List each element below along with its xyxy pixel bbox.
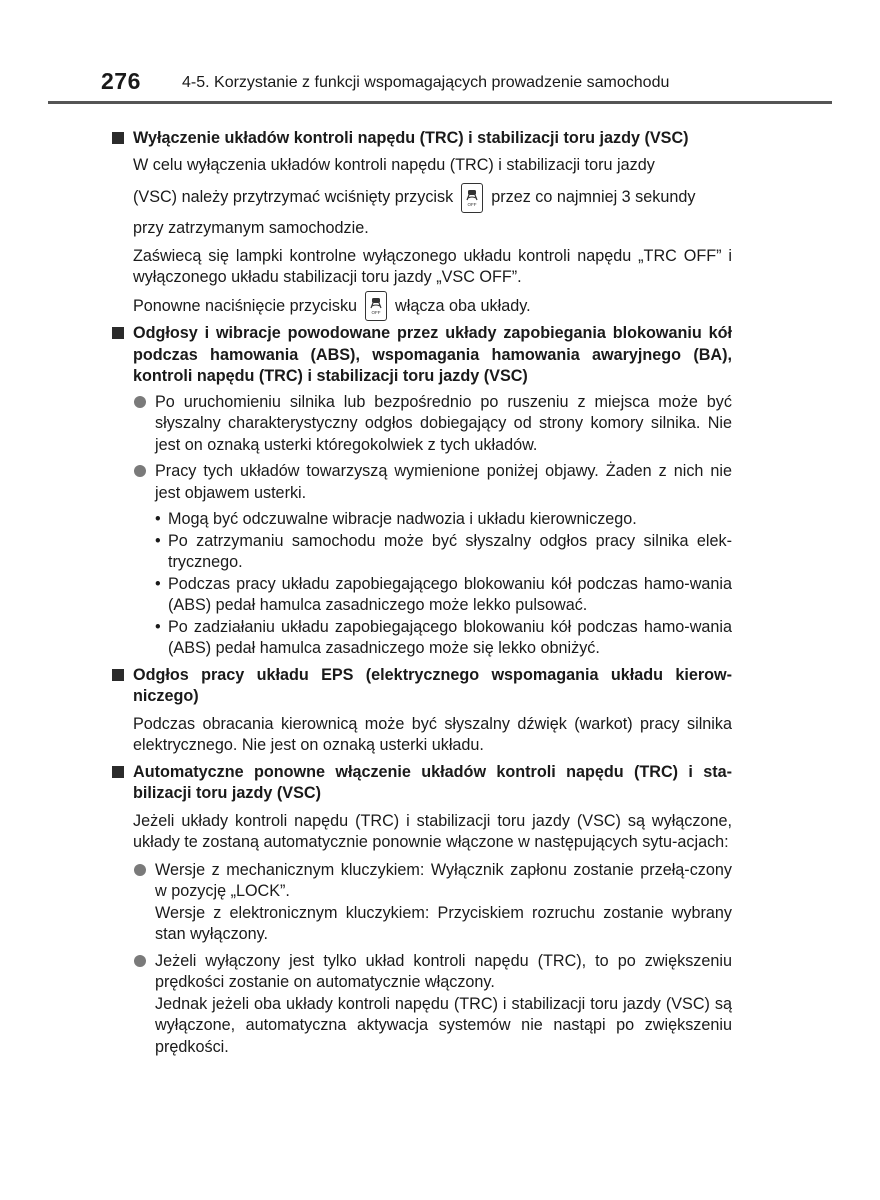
section-heading-trc-vsc-off: Wyłączenie układów kontroli napędu (TRC) i stabilizacji toru jazdy (VSC) (112, 128, 732, 150)
square-bullet-icon (112, 323, 133, 388)
sub-list-item: • Po zatrzymaniu samochodu może być słyszalny odgłos pracy silnika elek-trycznego. (155, 531, 732, 572)
paragraph: Ponowne naciśnięcie przycisku OFF włącza oba układy. (133, 291, 732, 322)
section-heading-auto-reactivation: Automatyczne ponowne włączenie układów kontroli napędu (TRC) i sta-bilizacji toru jazdy (VSC) (112, 762, 732, 805)
vsc-off-button-icon (461, 183, 483, 213)
square-bullet-icon (112, 128, 133, 150)
page-header (0, 0, 880, 110)
section-heading-abs-noise: Odgłosy i wibracje powodowane przez układy zapobiegania blokowaniu kół podczas hamowania (ABS), wspomagania hamowania awaryjnego (BA), kontroli napędu (TRC) i stabilizacji toru jazdy (VSC) (112, 323, 732, 388)
square-bullet-icon (112, 762, 133, 805)
page-content (112, 128, 732, 1058)
svg-text:OFF: OFF (371, 310, 381, 316)
section-heading-eps-noise: Odgłos pracy układu EPS (elektrycznego wspomagania układu kierow-niczego) (112, 665, 732, 708)
list-item: Pracy tych układów towarzyszą wymienione poniżej objawy. Żaden z nich nie jest objawem usterki. (133, 461, 732, 504)
sub-list-item: • Podczas pracy układu zapobiegającego blokowaniu kół podczas hamo-wania (ABS) pedał hamulca zasadniczego może lekko pulsować. (155, 574, 732, 615)
paragraph: Jeżeli układy kontroli napędu (TRC) i stabilizacji toru jazdy (VSC) są wyłączone, układy te zostaną automatycznie ponownie włączone w następujących sytu-acjach: (133, 811, 732, 852)
round-bullet-icon (133, 951, 155, 1059)
square-bullet-icon (112, 665, 133, 708)
paragraph: W celu wyłączenia układów kontroli napędu (TRC) i stabilizacji toru jazdy (VSC) należy przytrzymać wciśnięty przycisk OFF przez co najmniej 3 sekundy przy zatrzymanym samochodzie. (133, 155, 696, 237)
paragraph: Podczas obracania kierownicą może być słyszalny dźwięk (warkot) pracy silnika elektrycznego. Nie jest on oznaką usterki układu. (133, 714, 732, 755)
paragraph: Zaświecą się lampki kontrolne wyłączonego układu kontroli napędu „TRC OFF” i wyłączonego układu stabilizacji toru jazdy „VSC OFF”. (133, 246, 732, 286)
page-number: 276 (101, 68, 141, 94)
sub-list-item: • Mogą być odczuwalne wibracje nadwozia i układu kierowniczego. (155, 510, 637, 529)
round-bullet-icon (133, 461, 155, 504)
header-rule (48, 101, 832, 104)
svg-text:OFF: OFF (467, 201, 477, 207)
vsc-off-button-icon (365, 291, 387, 321)
list-item: Jeżeli wyłączony jest tylko układ kontroli napędu (TRC), to po zwiększeniu prędkości zostanie on automatycznie włączony. Jednak jeżeli oba układy kontroli napędu (TRC) i stabilizacji toru jazdy (VSC) są wyłączone, automatyczna aktywacja systemów nie nastąpi po zwiększeniu prędkości. (133, 951, 732, 1059)
chapter-title: 4-5. Korzystanie z funkcji wspomagających prowadzenie samochodu (182, 74, 670, 91)
list-item: Po uruchomieniu silnika lub bezpośrednio po ruszeniu z miejsca może być słyszalny charakterystyczny odgłos dobiegający od strony komory silnika. Nie jest on oznaką usterki któregokolwiek z tych układów. (133, 392, 732, 457)
sub-list-item: • Po zadziałaniu układu zapobiegającego blokowaniu kół podczas hamo-wania (ABS) pedał hamulca zasadniczego może się lekko obniżyć. (155, 617, 732, 658)
list-item: Wersje z mechanicznym kluczykiem: Wyłącznik zapłonu zostanie przełą-czony w pozycję „LOCK”. Wersje z elektronicznym kluczykiem: Przyciskiem rozruchu zostanie wybrany stan wyłączony. (133, 860, 732, 946)
round-bullet-icon (133, 860, 155, 946)
round-bullet-icon (133, 392, 155, 457)
